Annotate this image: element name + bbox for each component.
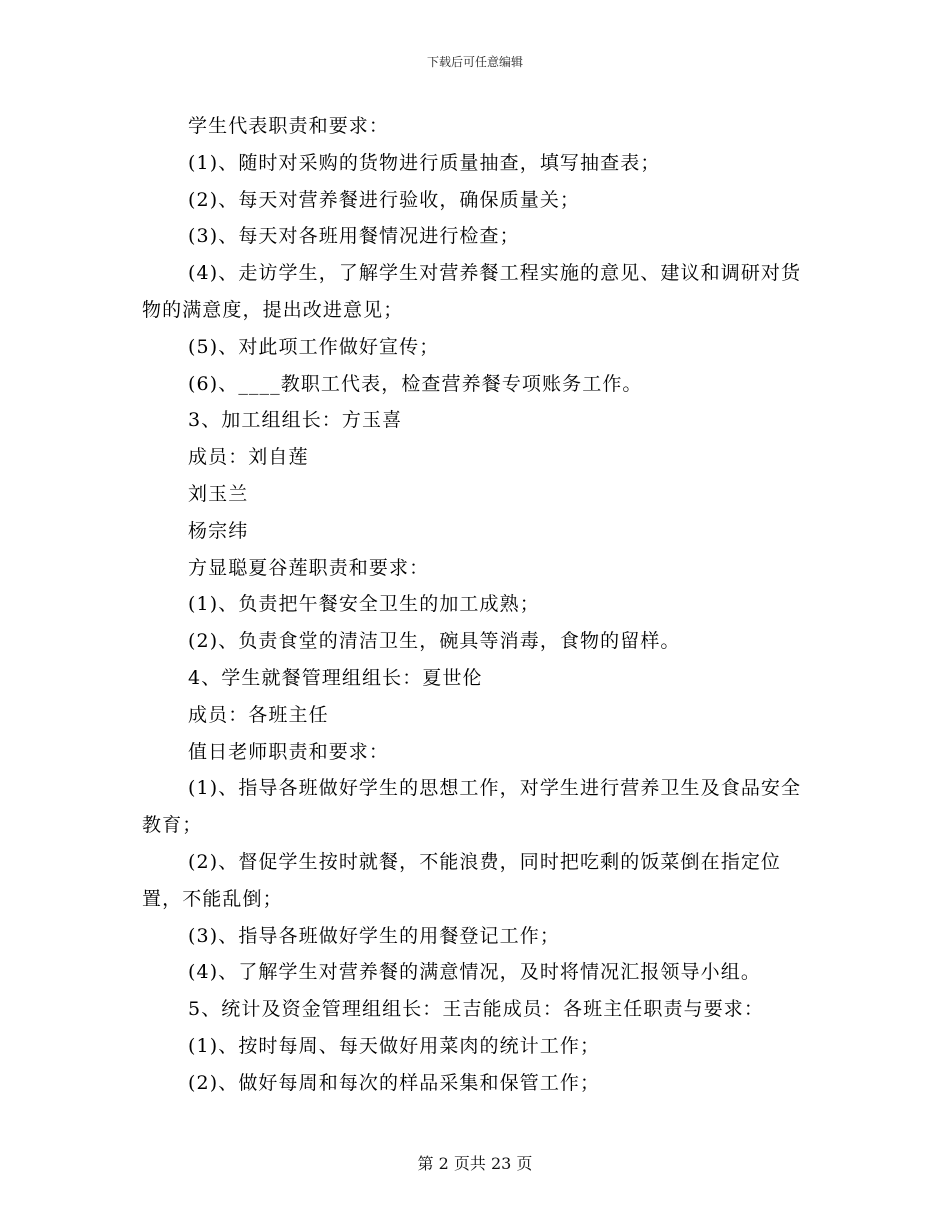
paragraph: (1)、随时对采购的货物进行质量抽查，填写抽查表； (188, 151, 661, 174)
paragraph: (2)、督促学生按时就餐，不能浪费，同时把吃剩的饭菜倒在指定位置，不能乱倒； (142, 850, 782, 910)
paragraph: (3)、每天对各班用餐情况进行检查； (188, 225, 520, 248)
paragraph: (3)、指导各班做好学生的用餐登记工作； (188, 924, 560, 947)
page-footer: 第 2 页共 23 页 (417, 1154, 533, 1173)
paragraph: (4)、了解学生对营养餐的满意情况，及时将情况汇报领导小组。 (188, 961, 761, 984)
paragraph: (1)、按时每周、每天做好用菜肉的统计工作； (188, 1034, 601, 1057)
paragraph: 3、加工组组长：方玉喜 (188, 409, 403, 432)
document-body (142, 108, 812, 1102)
paragraph: (4)、走访学生，了解学生对营养餐工程实施的意见、建议和调研对货物的满意度，提出改进意见； (142, 262, 802, 321)
paragraph: (5)、对此项工作做好宣传； (188, 335, 440, 358)
paragraph: 4、学生就餐管理组组长：夏世伦 (188, 666, 483, 689)
paragraph: 5、统计及资金管理组组长：王吉能成员：各班主任职责与要求： (188, 998, 764, 1021)
paragraph: (2)、每天对营养餐进行验收，确保质量关； (188, 188, 581, 211)
paragraph: (2)、负责食堂的清洁卫生，碗具等消毒，食物的留样。 (188, 630, 681, 653)
paragraph: 杨宗纬 (188, 519, 249, 542)
paragraph: 方显聪夏谷莲职责和要求： (188, 556, 430, 579)
paragraph: (1)、指导各班做好学生的思想工作，对学生进行营养卫生及食品安全教育； (142, 777, 802, 837)
paragraph: 学生代表职责和要求： (188, 115, 390, 137)
paragraph: 成员：刘自莲 (188, 446, 309, 469)
paragraph: 成员：各班主任 (188, 703, 329, 726)
paragraph: 值日老师职责和要求： (188, 740, 390, 763)
page-header: 下载后可任意编辑 (426, 55, 523, 69)
paragraph: (1)、负责把午餐安全卫生的加工成熟； (188, 593, 540, 616)
paragraph: 刘玉兰 (188, 482, 249, 505)
paragraph: (6)、____教职工代表，检查营养餐专项账务工作。 (188, 372, 643, 395)
paragraph: (2)、做好每周和每次的样品采集和保管工作； (188, 1071, 601, 1094)
